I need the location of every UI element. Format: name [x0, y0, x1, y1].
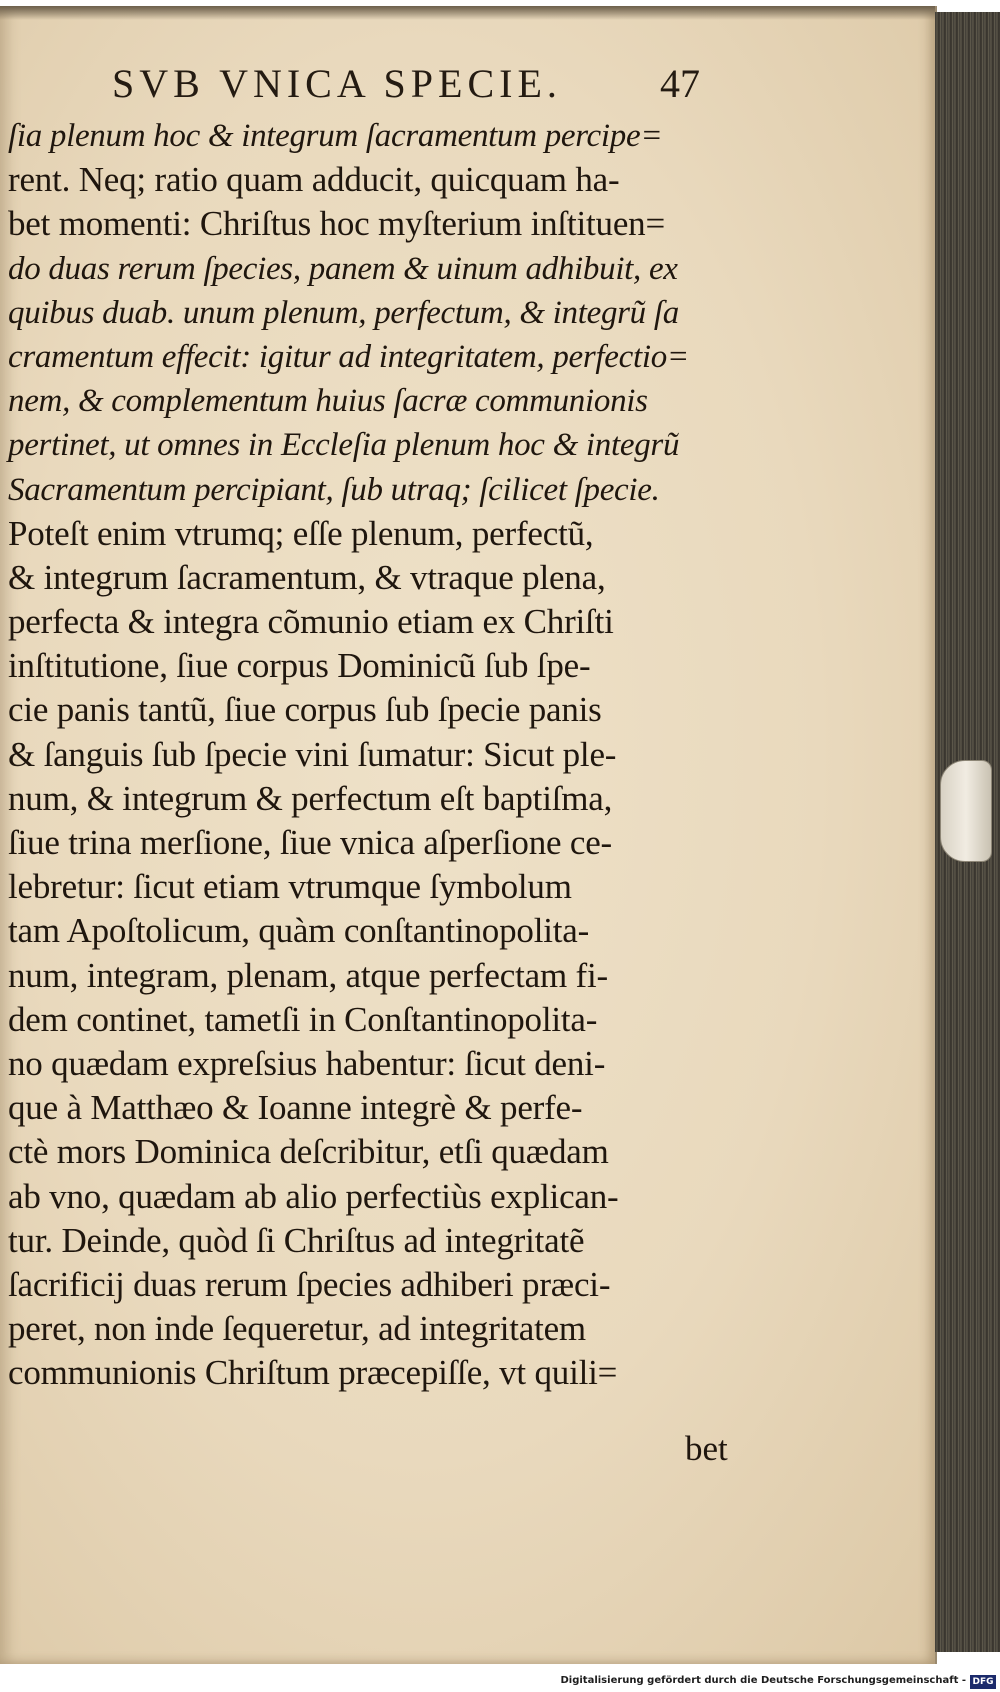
dfg-logo: DFG — [970, 1675, 996, 1689]
text-line: que à Matthæo & Ioanne integrè & perfe- — [8, 1088, 583, 1128]
text-line: communionis Chriſtum præcepiſſe, vt quili= — [8, 1353, 618, 1393]
text-line: ſia plenum hoc & integrum ſacramentum percipe= — [8, 118, 663, 154]
text-line: bet momenti: Chriſtus hoc myſterium inſtituen= — [8, 204, 665, 244]
text-line: Sacramentum percipiant, ſub utraq; ſcilicet ſpecie. — [8, 471, 660, 508]
text-line: lebretur: ſicut etiam vtrumque ſymbolum — [8, 867, 572, 907]
text-line: ctè mors Dominica deſcribitur, etſi quædam — [8, 1132, 609, 1172]
page-number: 47 — [660, 61, 700, 106]
digitization-footer — [0, 1674, 1000, 1692]
footer-credit: Digitalisierung gefördert durch die Deutsche Forschungsgemeinschaft - — [560, 1675, 966, 1686]
text-line: dem continet, tametſi in Conſtantinopolita- — [8, 999, 598, 1039]
page-top-shadow — [0, 6, 935, 20]
text-line: cramentum effecit: igitur ad integritatem, perfectio= — [8, 338, 689, 375]
book-page — [0, 6, 937, 1664]
text-line: peret, non inde ſequeretur, ad integritatem — [8, 1309, 586, 1349]
text-line: rent. Neq; ratio quam adducit, quicquam ha- — [8, 160, 620, 200]
text-line: nem, & complementum huius ſacræ communionis — [8, 383, 648, 420]
running-head: SVB VNICA SPECIE. — [112, 61, 562, 106]
text-line: perfecta & integra cõmunio etiam ex Chriſti — [8, 602, 614, 642]
text-line: cie panis tantũ, ſiue corpus ſub ſpecie panis — [8, 690, 602, 730]
text-line: do duas rerum ſpecies, panem & uinum adhibuit, ex — [8, 250, 678, 287]
text-line: tur. Deinde, quòd ſi Chriſtus ad integritatẽ — [8, 1220, 585, 1260]
text-line: num, & integrum & perfectum eſt baptiſma, — [8, 778, 613, 818]
text-line: quibus duab. unum plenum, perfectum, & integrũ ſa — [8, 294, 679, 331]
text-line: num, integram, plenam, atque perfectam fi- — [8, 955, 608, 995]
catchword: bet — [685, 1429, 728, 1468]
text-line: ſacrificij duas rerum ſpecies adhiberi præci- — [8, 1264, 611, 1304]
text-line: tam Apoſtolicum, quàm conſtantinopolita- — [8, 911, 590, 951]
page-clip — [940, 760, 992, 862]
text-line: inſtitutione, ſiue corpus Dominicũ ſub ſpe- — [8, 646, 591, 686]
text-block — [8, 114, 753, 1395]
text-line: ab vno, quædam ab alio perfectiùs explican- — [8, 1176, 619, 1216]
text-line: ſiue trina merſione, ſiue vnica aſperſione ce- — [8, 823, 613, 862]
text-line: no quædam expreſsius habentur: ſicut deni- — [8, 1043, 606, 1083]
bleed-through-marks — [790, 776, 935, 1006]
text-line: & ſanguis ſub ſpecie vini ſumatur: Sicut ple- — [8, 734, 617, 774]
text-line: pertinet, ut omnes in Eccleſia plenum hoc & integrũ — [8, 427, 680, 464]
text-line: & integrum ſacramentum, & vtraque plena, — [8, 557, 606, 597]
text-line: Poteſt enim vtrumq; eſſe plenum, perfectũ, — [8, 513, 594, 553]
